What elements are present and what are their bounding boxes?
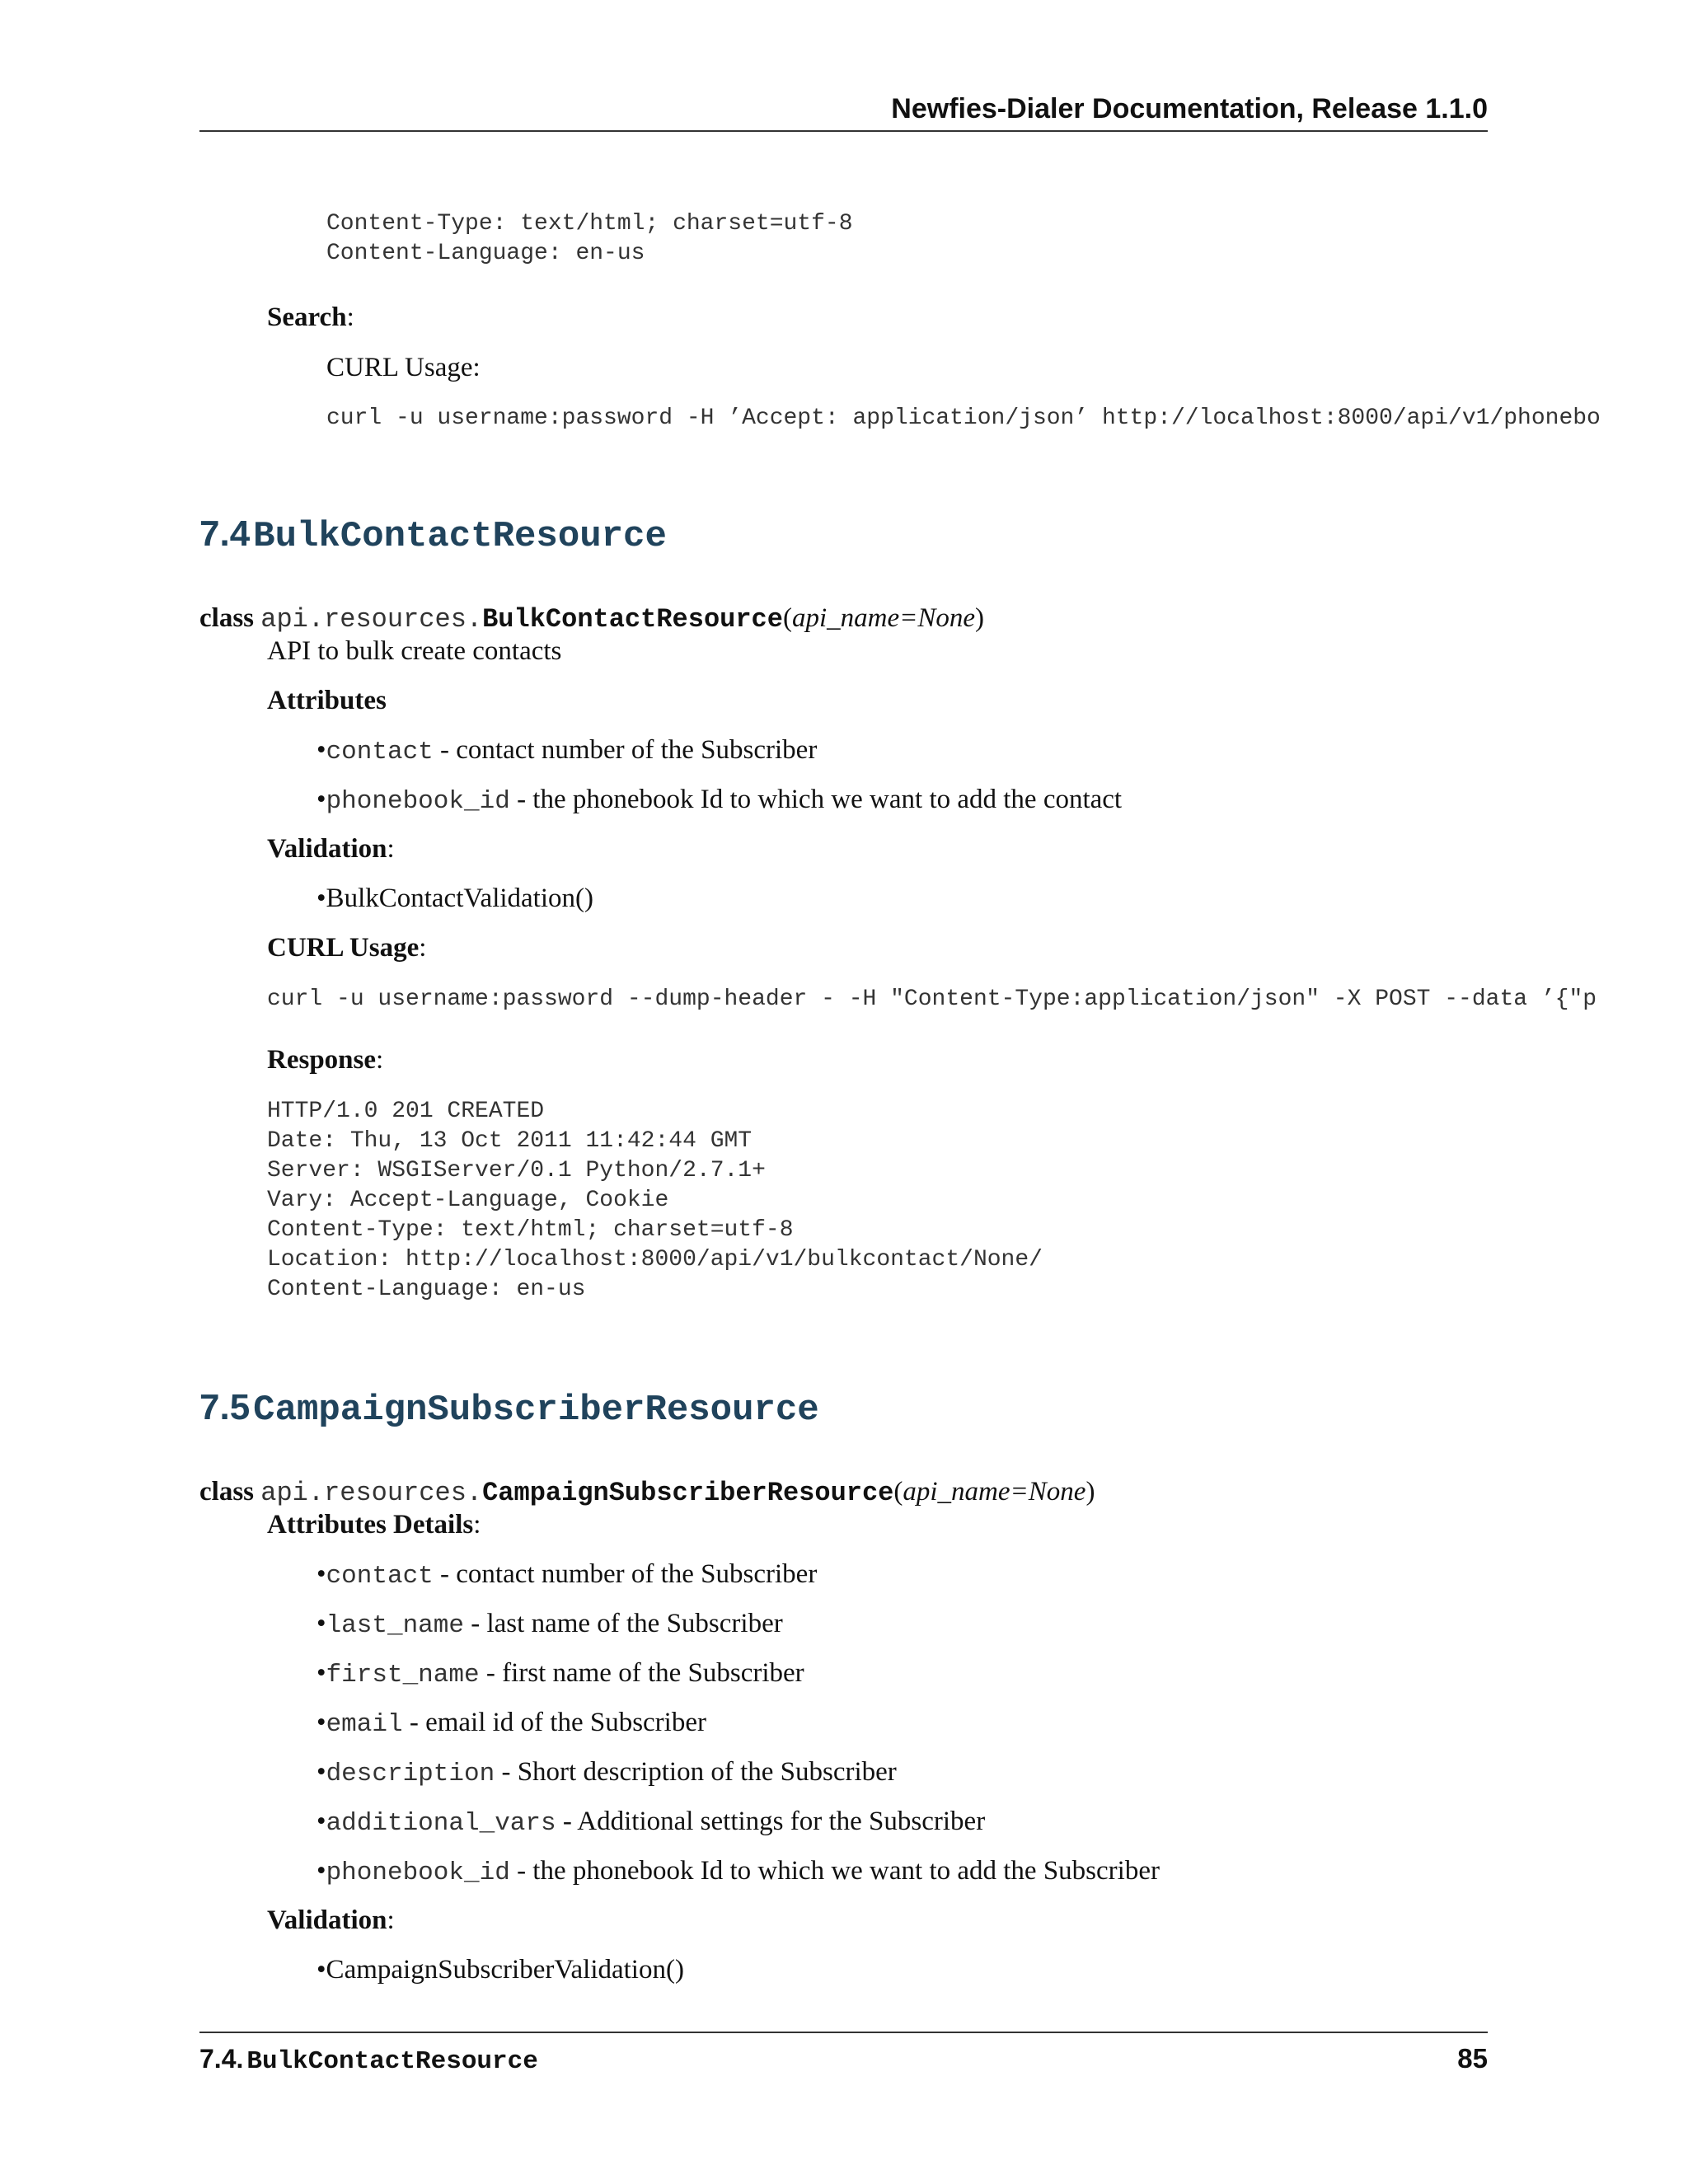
list-item: •CampaignSubscriberValidation() [316, 1955, 684, 1985]
response-line: Date: Thu, 13 Oct 2011 11:42:44 GMT [267, 1128, 753, 1154]
list-item: •description - Short description of the Subscriber [316, 1757, 897, 1788]
validation-label: Validation: [267, 1905, 395, 1935]
list-item: •first_name - first name of the Subscriber [316, 1658, 804, 1690]
list-item: •additional_vars - Additional settings for the Subscriber [316, 1807, 986, 1838]
response-line: Content-Type: text/html; charset=utf-8 [267, 1217, 794, 1243]
attributes-details-label: Attributes Details: [267, 1510, 481, 1540]
response-line: Location: http://localhost:8000/api/v1/bulkcontact/None/ [267, 1247, 1043, 1272]
class-description: API to bulk create contacts [267, 636, 562, 666]
page-number: 85 [1457, 2043, 1488, 2074]
footer-rule [199, 2032, 1488, 2033]
bulkcontact-curl-command: curl -u username:password --dump-header - -H "Content-Type:application/json" -X POST --data ’{"p [267, 987, 1597, 1012]
response-line: Server: WSGIServer/0.1 Python/2.7.1+ [267, 1158, 766, 1183]
response-line: Vary: Accept-Language, Cookie [267, 1188, 669, 1213]
class-signature-bulkcontact: class api.resources.BulkContactResource(api_name=None) [199, 603, 985, 635]
list-item: •phonebook_id - the phonebook Id to which we want to add the contact [316, 785, 1123, 816]
search-curl-command: curl -u username:password -H ’Accept: application/json’ http://localhost:8000/api/v1/phonebo [326, 405, 1601, 431]
running-header: Newfies-Dialer Documentation, Release 1.1.0 [891, 93, 1488, 124]
code-line: Content-Type: text/html; charset=utf-8 [326, 211, 853, 237]
search-curl-label: CURL Usage: [326, 353, 481, 382]
response-line: HTTP/1.0 201 CREATED [267, 1099, 545, 1124]
class-signature-campaignsubscriber: class api.resources.CampaignSubscriberResource(api_name=None) [199, 1477, 1095, 1508]
footer-section-title: 7.4. BulkContactResource [199, 2044, 538, 2076]
header-rule [199, 130, 1488, 132]
list-item: •contact - contact number of the Subscriber [316, 1559, 818, 1591]
section-heading-7-4: 7.4 BulkContactResource [199, 513, 667, 557]
curl-usage-label: CURL Usage: [267, 933, 427, 963]
list-item: •last_name - last name of the Subscriber [316, 1609, 783, 1640]
validation-label: Validation: [267, 834, 395, 864]
response-label: Response: [267, 1045, 384, 1075]
list-item: •BulkContactValidation() [316, 883, 593, 913]
response-line: Content-Language: en-us [267, 1277, 586, 1302]
section-heading-7-5: 7.5 CampaignSubscriberResource [199, 1387, 819, 1431]
list-item: •contact - contact number of the Subscriber [316, 735, 818, 766]
attributes-label: Attributes [267, 686, 387, 715]
list-item: •phonebook_id - the phonebook Id to which we want to add the Subscriber [316, 1856, 1160, 1887]
list-item: •email - email id of the Subscriber [316, 1708, 706, 1739]
code-line: Content-Language: en-us [326, 241, 645, 266]
search-label: Search: [267, 302, 354, 332]
